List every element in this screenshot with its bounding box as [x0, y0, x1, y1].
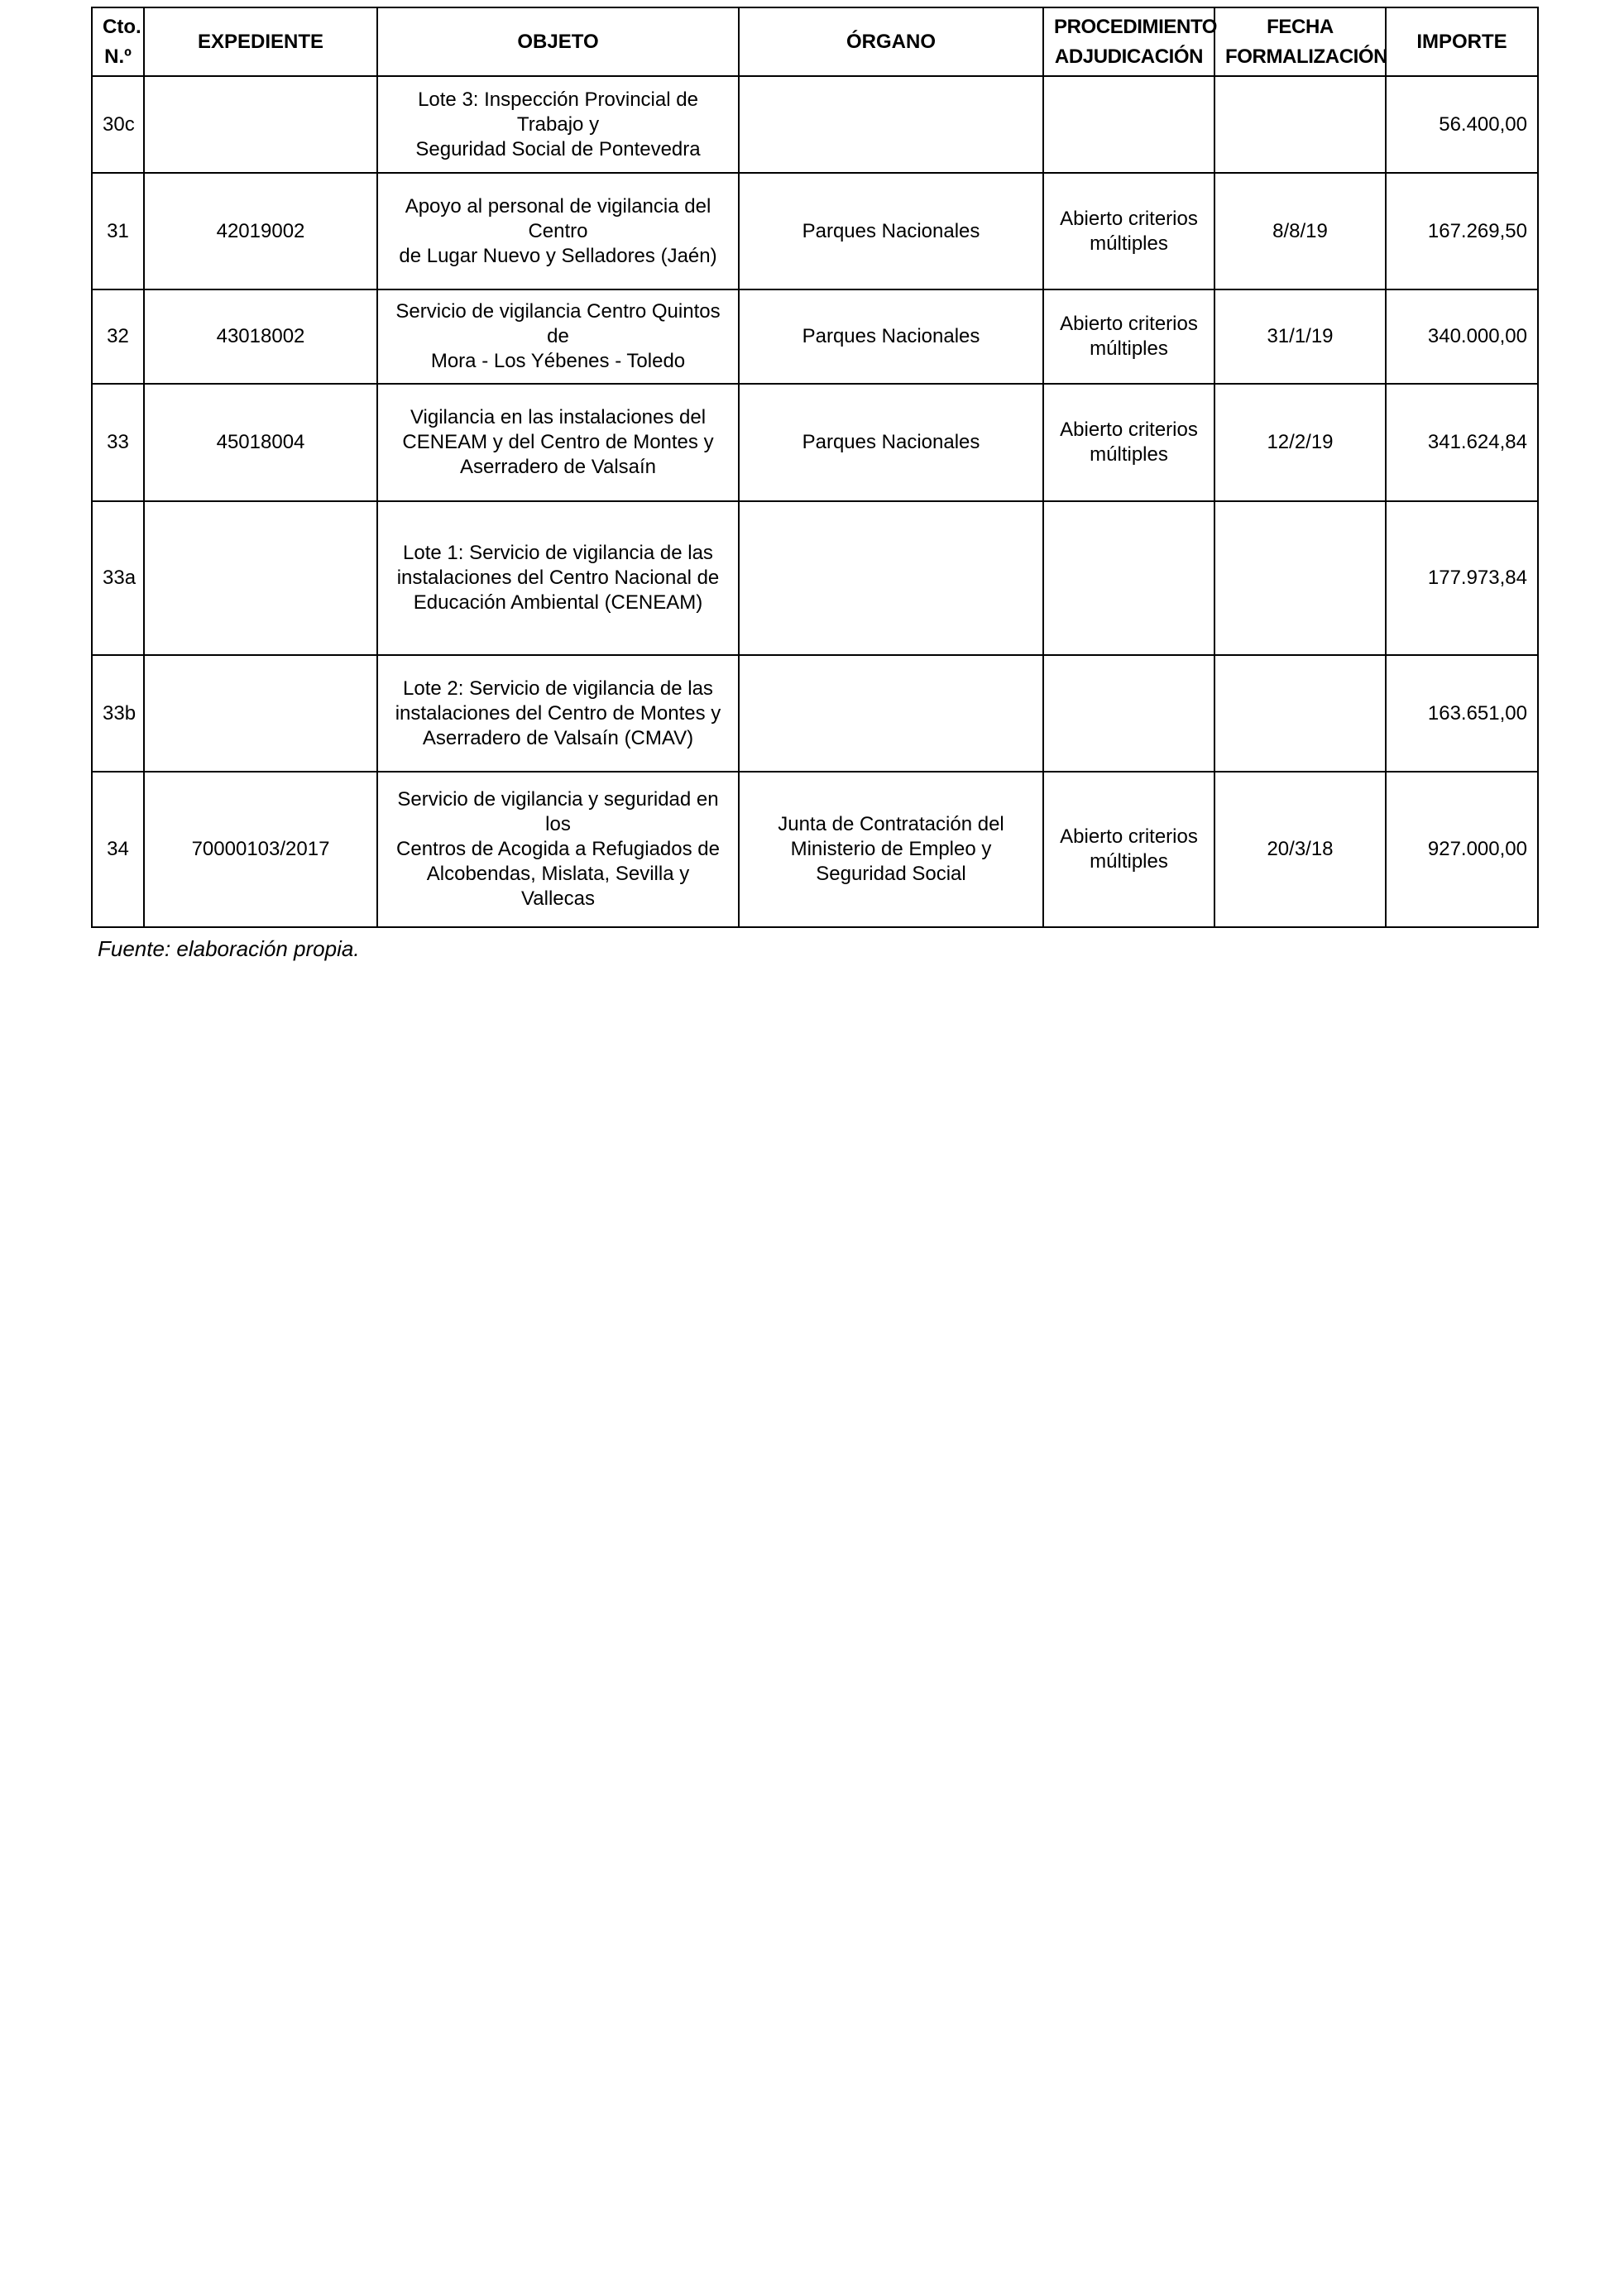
table-row — [92, 289, 1538, 384]
cell-objeto: Apoyo al personal de vigilancia del Centro de Lugar Nuevo y Selladores (Jaén) — [377, 173, 739, 289]
cell-importe: 56.400,00 — [1386, 76, 1538, 173]
cell-objeto: Lote 3: Inspección Provincial de Trabajo y Seguridad Social de Pontevedra — [377, 76, 739, 173]
cell-organo — [739, 76, 1043, 173]
table-row — [92, 76, 1538, 173]
cell-organo — [739, 501, 1043, 655]
cell-procedimiento — [1043, 501, 1214, 655]
cell-fecha — [1214, 655, 1386, 772]
cell-number: 33 — [92, 384, 144, 501]
header-importe: IMPORTE — [1386, 7, 1538, 76]
cell-expediente: 70000103/2017 — [144, 772, 377, 927]
cell-expediente — [144, 76, 377, 173]
header-organo: ÓRGANO — [739, 7, 1043, 76]
header-fecha: FECHA FORMALIZACIÓN — [1214, 7, 1386, 76]
cell-procedimiento: Abierto criterios múltiples — [1043, 289, 1214, 384]
cell-number: 30c — [92, 76, 144, 173]
cell-objeto: Lote 1: Servicio de vigilancia de las instalaciones del Centro Nacional de Educación Ambiental (CENEAM) — [377, 501, 739, 655]
cell-fecha: 12/2/19 — [1214, 384, 1386, 501]
table-row — [92, 655, 1538, 772]
cell-organo: Junta de Contratación del Ministerio de Empleo y Seguridad Social — [739, 772, 1043, 927]
cell-objeto: Vigilancia en las instalaciones del CENEAM y del Centro de Montes y Aserradero de Valsaín — [377, 384, 739, 501]
cell-fecha: 8/8/19 — [1214, 173, 1386, 289]
cell-objeto: Servicio de vigilancia y seguridad en los Centros de Acogida a Refugiados de Alcobendas, Mislata, Sevilla y Vallecas — [377, 772, 739, 927]
cell-number: 32 — [92, 289, 144, 384]
contracts-table — [91, 7, 1539, 928]
table-row — [92, 772, 1538, 927]
cell-fecha — [1214, 76, 1386, 173]
cell-organo: Parques Nacionales — [739, 173, 1043, 289]
table-row — [92, 384, 1538, 501]
cell-importe: 167.269,50 — [1386, 173, 1538, 289]
table-header-row — [92, 7, 1538, 76]
cell-procedimiento: Abierto criterios múltiples — [1043, 384, 1214, 501]
cell-number: 33a — [92, 501, 144, 655]
cell-organo: Parques Nacionales — [739, 289, 1043, 384]
source-note: Fuente: elaboración propia. — [98, 936, 360, 961]
cell-organo: Parques Nacionales — [739, 384, 1043, 501]
cell-fecha — [1214, 501, 1386, 655]
cell-number: 34 — [92, 772, 144, 927]
cell-expediente — [144, 655, 377, 772]
cell-fecha: 20/3/18 — [1214, 772, 1386, 927]
header-objeto: OBJETO — [377, 7, 739, 76]
cell-expediente: 43018002 — [144, 289, 377, 384]
cell-number: 33b — [92, 655, 144, 772]
header-expediente: EXPEDIENTE — [144, 7, 377, 76]
cell-procedimiento — [1043, 76, 1214, 173]
cell-expediente: 45018004 — [144, 384, 377, 501]
cell-procedimiento: Abierto criterios múltiples — [1043, 772, 1214, 927]
header-contract-number: Cto. N.º — [92, 7, 144, 76]
cell-organo — [739, 655, 1043, 772]
header-procedimiento: PROCEDIMIENTO ADJUDICACIÓN — [1043, 7, 1214, 76]
cell-expediente: 42019002 — [144, 173, 377, 289]
cell-number: 31 — [92, 173, 144, 289]
cell-procedimiento: Abierto criterios múltiples — [1043, 173, 1214, 289]
cell-importe: 341.624,84 — [1386, 384, 1538, 501]
cell-objeto: Servicio de vigilancia Centro Quintos de Mora - Los Yébenes - Toledo — [377, 289, 739, 384]
cell-importe: 340.000,00 — [1386, 289, 1538, 384]
table-row — [92, 173, 1538, 289]
cell-fecha: 31/1/19 — [1214, 289, 1386, 384]
cell-importe: 927.000,00 — [1386, 772, 1538, 927]
table-row — [92, 501, 1538, 655]
cell-objeto: Lote 2: Servicio de vigilancia de las instalaciones del Centro de Montes y Aserradero de Valsaín (CMAV) — [377, 655, 739, 772]
cell-importe: 177.973,84 — [1386, 501, 1538, 655]
cell-procedimiento — [1043, 655, 1214, 772]
cell-importe: 163.651,00 — [1386, 655, 1538, 772]
cell-expediente — [144, 501, 377, 655]
